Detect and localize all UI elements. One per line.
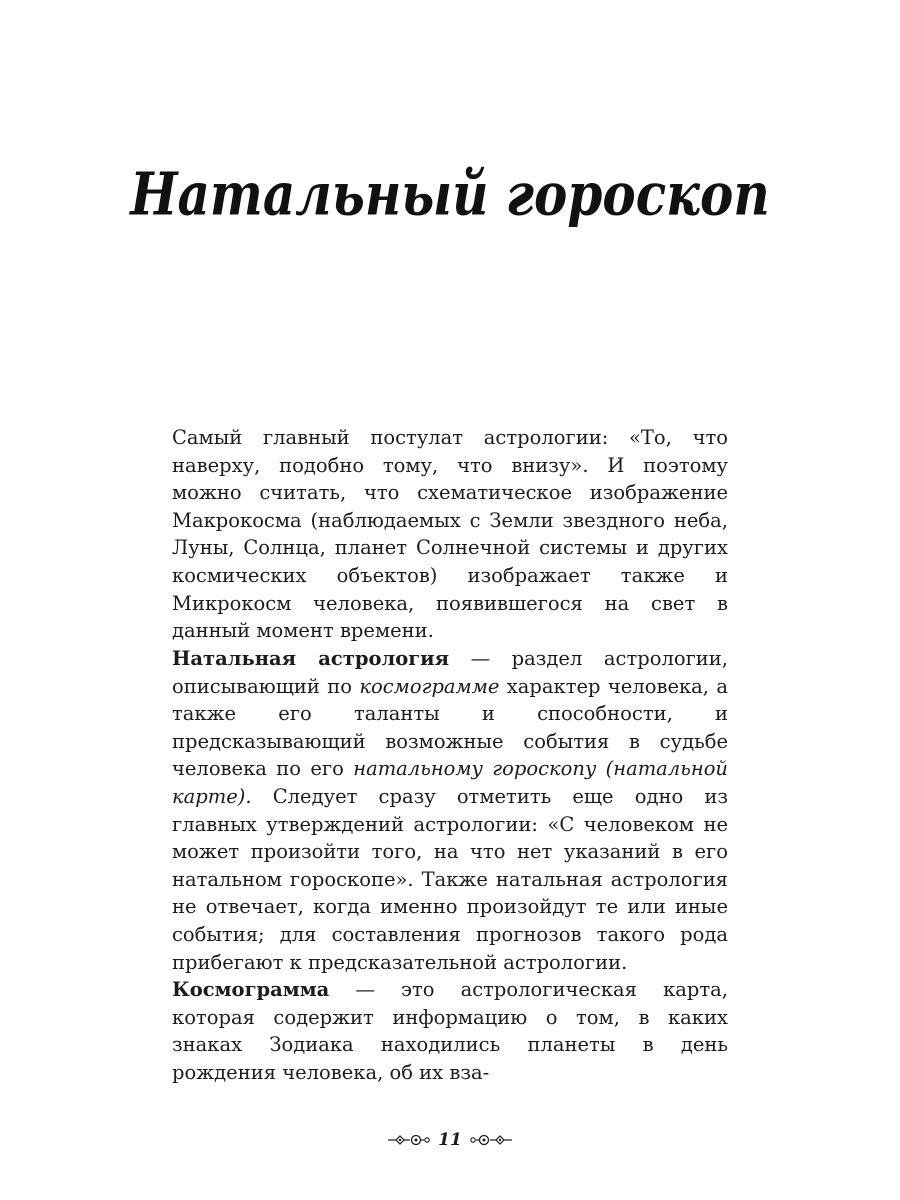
term-cosmogram: Космограмма: [172, 978, 330, 1001]
italic-term-natal-horoscope: натальному гороскопу (натальной карте).: [172, 757, 728, 808]
left-ornament-icon: [388, 1133, 432, 1147]
chapter-title: Натальный гороскоп: [130, 158, 770, 229]
term-natal-astrology: Натальная астрология: [172, 647, 450, 670]
paragraph-cosmogram: [172, 976, 728, 1086]
paragraph-text-segment: — это астрологическая карта, которая содержит информацию о том, в каких знаках Зодиака находились планеты в день рождения человека, об их вза-: [172, 978, 728, 1084]
page-footer: [0, 1130, 900, 1150]
right-ornament-icon: [468, 1133, 512, 1147]
paragraph-intro-text: Самый главный постулат астрологии: «То, что наверху, подобно тому, что внизу». И поэтому можно считать, что схематическое изображение Макрокосма (наблюдаемых с Земли звездного неба, Луны, Солнца, планет Солнечной системы и других космических объектов) изображает также и Микрокосм человека, появившегося на свет в данный момент времени.: [172, 426, 728, 643]
italic-term-cosmogram: космограмме: [359, 674, 500, 698]
page-number: 11: [438, 1130, 462, 1150]
paragraph-natal-astrology: [172, 645, 728, 976]
paragraph-intro: [172, 424, 728, 645]
paragraph-text-segment: — раздел астрологии, описывающий по: [172, 647, 729, 698]
paragraph-text-segment: Следует сразу отметить еще одно из главных утверждений астрологии: «С человеком не может произойти того, на что нет указаний в его натальном гороскопе». Также натальная астрология не отвечает, когда именно произойдут те или иные события; для составления прогнозов такого рода прибегают к предсказательной астрологии.: [172, 784, 728, 974]
paragraph-text-segment: характер человека, а также его таланты и способности, и предсказывающий возможные события в судьбе человека по его: [172, 674, 729, 781]
